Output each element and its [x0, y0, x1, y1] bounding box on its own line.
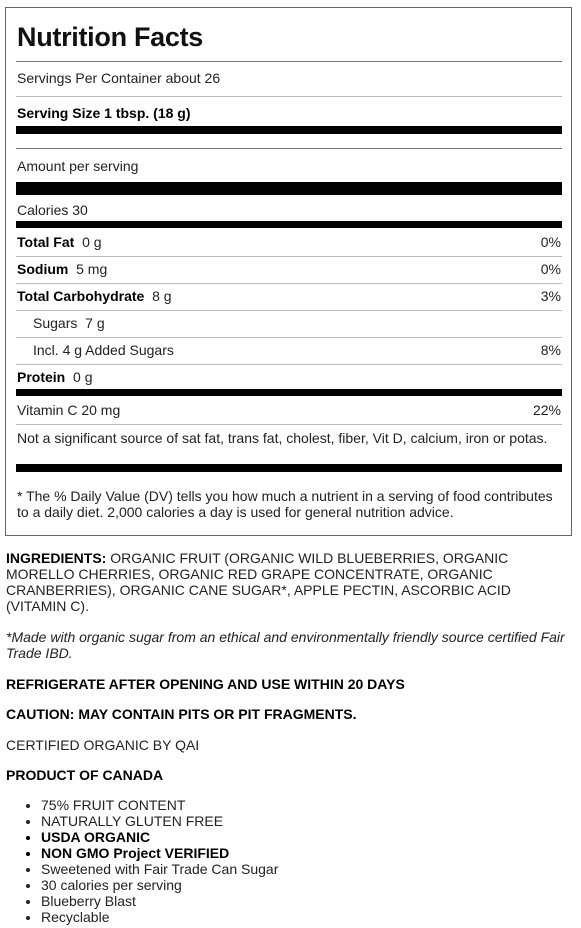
nutrient-dv: 3%	[540, 288, 561, 304]
ingredients-label: INGREDIENTS:	[6, 550, 107, 566]
nutrient-name: Sodium	[17, 261, 69, 277]
feature-item: • Recyclable	[41, 909, 561, 925]
panel-title: Nutrition Facts	[17, 22, 204, 52]
divider	[16, 148, 562, 149]
feature-item: • Sweetened with Fair Trade Can Sugar	[41, 861, 561, 877]
title-divider	[16, 61, 562, 62]
nutrient-row-total-fat	[17, 234, 561, 250]
thick-rule	[16, 464, 562, 472]
nutrient-amount: 8 g	[152, 288, 172, 304]
nutrient-dv: 0%	[540, 234, 561, 250]
divider	[16, 310, 562, 311]
certification: CERTIFIED ORGANIC BY QAI	[6, 737, 200, 753]
caution-warning: CAUTION: MAY CONTAIN PITS OR PIT FRAGMENTS.	[6, 706, 357, 722]
nutrient-row-total-carbohydrate	[17, 288, 561, 304]
divider	[16, 337, 562, 338]
nutrient-name: Sugars	[33, 315, 78, 331]
product-origin: PRODUCT OF CANADA	[6, 767, 164, 783]
nutrient-row-added-sugars	[33, 342, 561, 358]
thick-rule	[16, 182, 562, 195]
feature-item: • Blueberry Blast	[41, 893, 561, 909]
nutrient-name: Incl. 4 g Added Sugars	[33, 342, 174, 358]
feature-item: • NATURALLY GLUTEN FREE	[41, 813, 561, 829]
daily-value-footnote: * The % Daily Value (DV) tells you how much a nutrient in a serving of food contributes to a daily diet. 2,000 calories a day is used for general nutrition advice.	[17, 488, 553, 520]
feature-list	[6, 797, 561, 925]
ingredients-text: ORGANIC FRUIT (ORGANIC WILD BLUEBERRIES, ORGANIC MORELLO CHERRIES, ORGANIC RED GRAPE CONCENTRATE, ORGANIC CRANBERRIES), ORGANIC CANE SUGAR*, APPLE PECTIN, ASCORBIC ACID (VITAMIN C).	[6, 550, 511, 614]
nutrient-name: Total Fat	[17, 234, 75, 250]
nutrient-amount: 0 g	[73, 369, 93, 385]
feature-item: • NON GMO Project VERIFIED	[41, 845, 561, 861]
vitamin-c-label: Vitamin C 20 mg	[17, 402, 121, 418]
nutrient-row-sugars	[33, 315, 561, 331]
ingredients	[6, 550, 566, 614]
divider	[16, 364, 562, 365]
calories: Calories 30	[17, 202, 88, 218]
amount-per-serving: Amount per serving	[17, 158, 139, 174]
nutrient-name: Total Carbohydrate	[17, 288, 145, 304]
nutrient-row-protein	[17, 369, 561, 385]
nutrient-row-sodium	[17, 261, 561, 277]
divider	[16, 96, 562, 97]
feature-item: • USDA ORGANIC	[41, 829, 561, 845]
not-significant-note: Not a significant source of sat fat, trans fat, cholest, fiber, Vit D, calcium, iron or potas.	[17, 430, 548, 446]
nutrient-amount: 5 mg	[76, 261, 108, 277]
nutrient-amount: 0 g	[82, 234, 102, 250]
nutrient-amount: 7 g	[85, 315, 105, 331]
vitamin-c-dv: 22%	[532, 402, 561, 418]
nutrient-dv: 0%	[540, 261, 561, 277]
thick-rule	[16, 126, 562, 134]
thick-rule	[16, 389, 562, 396]
refrigerate-instruction: REFRIGERATE AFTER OPENING AND USE WITHIN 20 DAYS	[6, 676, 405, 692]
thick-rule	[16, 221, 562, 228]
servings-per-container: Servings Per Container about 26	[17, 70, 221, 86]
feature-item: • 75% FRUIT CONTENT	[41, 797, 561, 813]
divider	[16, 424, 562, 425]
fair-trade-note: *Made with organic sugar from an ethical and environmentally friendly source certified Fair Trade IBD.	[6, 629, 565, 661]
serving-size: Serving Size 1 tbsp. (18 g)	[17, 105, 191, 121]
nutrient-dv: 8%	[540, 342, 561, 358]
nutrient-name: Protein	[17, 369, 66, 385]
nutrition-facts-panel	[5, 7, 572, 536]
divider	[16, 283, 562, 284]
divider	[16, 256, 562, 257]
vitamin-c-row	[17, 402, 561, 418]
feature-item: • 30 calories per serving	[41, 877, 561, 893]
